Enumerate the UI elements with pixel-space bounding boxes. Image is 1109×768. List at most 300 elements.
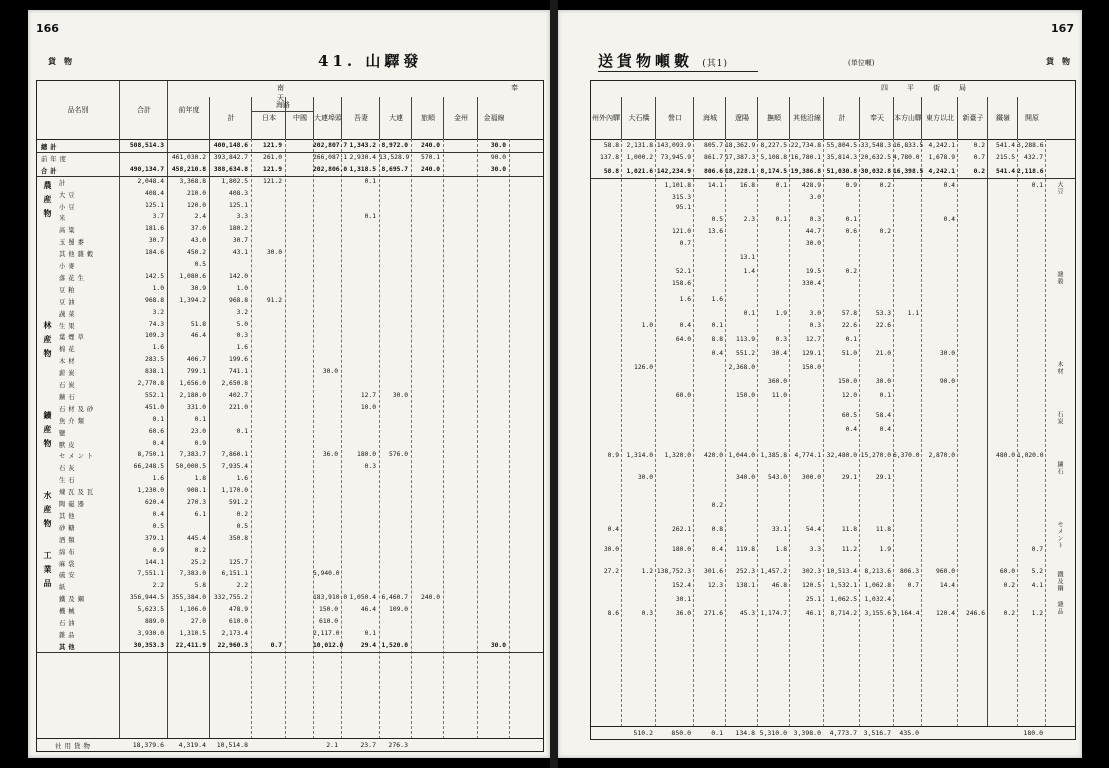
row-label: 石炭	[59, 382, 78, 389]
table-row	[37, 260, 543, 271]
row-value: 1,021.6	[626, 168, 653, 175]
left-category-label: 工業品	[43, 551, 53, 593]
table-row	[37, 605, 543, 616]
left-col-header-9: 旅順	[411, 97, 444, 139]
row-value: 262.1	[672, 526, 691, 533]
right-category-label: 木材	[1056, 361, 1063, 375]
row-value: 46.4	[360, 606, 376, 614]
row-value: 355,384.0	[171, 594, 206, 602]
row-value: 121.2	[263, 177, 282, 185]
table-row	[37, 367, 543, 378]
row-label: 砂糖	[59, 524, 78, 532]
table-row	[37, 236, 543, 247]
row-value: 5.8	[194, 582, 206, 590]
row-value: 142,234.9	[656, 168, 691, 175]
row-label: 合計	[41, 167, 60, 175]
table-row	[37, 427, 543, 438]
row-value: 0.9	[607, 452, 619, 459]
row-label: 石材及砂	[59, 405, 97, 413]
footer-value: 10,514.8	[216, 741, 248, 749]
table-row	[37, 498, 543, 509]
right-col-header-3: 海城	[693, 97, 726, 139]
left-col-header-3: 計	[209, 97, 252, 139]
row-value: 332,755.2	[213, 594, 248, 602]
row-value: 3,288.6	[1017, 142, 1044, 149]
right-category-label: 鐵及鋼	[1056, 571, 1063, 592]
table-row	[37, 546, 543, 557]
row-value: 30.7	[148, 237, 164, 245]
row-value: 60.0	[999, 568, 1015, 575]
right-col-header-12: 鐵嶺	[987, 97, 1018, 139]
row-value: 142.5	[145, 272, 164, 280]
footer-value: 4,773.7	[829, 729, 857, 737]
table-row	[591, 167, 1075, 179]
table-row	[37, 403, 543, 414]
right-category-label: 大豆	[1056, 181, 1063, 195]
row-value: 6,151.1	[221, 570, 248, 578]
row-value: 420.0	[704, 452, 723, 459]
row-label: 生石	[59, 477, 78, 485]
row-label: 米	[59, 215, 69, 223]
left-col-group-label: 海路	[251, 99, 314, 112]
row-value: 360.0	[768, 378, 787, 385]
right-unit: (単位噸)	[848, 59, 875, 67]
row-value: 60.0	[675, 392, 691, 399]
row-value: 30.0	[939, 350, 955, 357]
left-table-footer	[37, 738, 543, 751]
row-value: 181.6	[145, 225, 164, 233]
row-value: 5,623.5	[137, 606, 164, 614]
row-label: 麻袋	[59, 560, 78, 568]
table-row	[591, 295, 1075, 306]
row-value: 799.1	[187, 368, 206, 376]
right-col-header-10: 東方以北	[921, 97, 958, 139]
right-col-header-4: 遼陽	[725, 97, 758, 139]
row-value: 121.9	[263, 142, 282, 149]
row-value: 283.5	[145, 356, 164, 364]
row-value: 543.0	[768, 474, 787, 481]
row-value: 53.3	[875, 310, 891, 317]
row-value: 1,457.2	[760, 568, 787, 575]
table-row	[37, 534, 543, 545]
row-value: 406.7	[187, 356, 206, 364]
row-value: 1,532.1	[830, 582, 857, 589]
row-value: 0.6	[845, 228, 857, 235]
row-value: 8.8	[711, 336, 723, 343]
row-value: 55,804.5	[826, 142, 857, 149]
row-value: 0.7	[907, 582, 919, 589]
row-value: 0.4	[943, 182, 955, 189]
row-value: 137.8	[600, 154, 619, 161]
row-label: 煉瓦及瓦	[59, 489, 97, 497]
row-value: 0.9	[152, 546, 164, 554]
footer-value: 276.3	[388, 741, 408, 749]
row-value: 21.0	[875, 350, 891, 357]
row-value: 27.2	[603, 568, 619, 575]
row-value: 1.4	[743, 268, 755, 275]
left-col-header-0: 品名別	[67, 106, 89, 114]
row-value: 1,520.0	[381, 641, 408, 649]
table-row	[37, 355, 543, 366]
row-value: 388,634.8	[213, 165, 248, 173]
row-label: 鑛石	[59, 393, 78, 401]
row-value: 0.1	[364, 213, 376, 221]
row-value: 0.5	[194, 261, 206, 268]
row-value: 119.8	[736, 546, 755, 553]
right-page-number: 167	[1051, 22, 1074, 35]
row-value: 8.6	[607, 610, 619, 617]
row-value: 13,528.9	[379, 153, 410, 161]
table-row	[591, 153, 1075, 164]
table-row	[591, 253, 1075, 264]
row-value: 215.5	[996, 154, 1015, 161]
footer-value: 2.1	[326, 741, 338, 749]
right-category-label: 雜品	[1056, 601, 1063, 615]
table-row	[37, 510, 543, 521]
row-label: 其他雜穀	[59, 251, 97, 259]
left-title-rest: 山驛發	[365, 52, 423, 70]
row-value: 960.0	[936, 568, 955, 575]
row-value: 23.0	[190, 427, 206, 435]
row-value: 2.2	[236, 582, 248, 590]
footer-value: 4,319.4	[178, 741, 206, 749]
row-value: 0.3	[809, 216, 821, 223]
row-value: 806.6	[704, 168, 723, 175]
left-table-header	[37, 81, 543, 140]
right-table	[590, 80, 1076, 740]
table-row	[37, 308, 543, 319]
row-label: 豆粕	[59, 286, 78, 294]
row-value: 889.0	[145, 618, 164, 625]
row-value: 22,960.3	[217, 641, 248, 649]
row-value: 5,108.8	[760, 154, 787, 161]
footer-value: 23.7	[360, 741, 376, 749]
row-value: 0.4	[711, 546, 723, 553]
table-row	[591, 279, 1075, 290]
right-col-header-7: 計	[823, 97, 860, 139]
row-value: 4,242.1	[928, 142, 955, 149]
row-value: 445.4	[187, 534, 206, 542]
row-value: 121.9	[263, 165, 282, 173]
row-value: 14.1	[707, 182, 723, 189]
right-col-header-6: 其他沿線	[789, 97, 824, 139]
row-value: 741.1	[229, 368, 248, 376]
row-value: 6,460.7	[381, 594, 408, 602]
row-value: 0.1	[775, 182, 787, 189]
row-value: 3,164.4	[893, 610, 920, 617]
row-value: 0.7	[973, 154, 985, 161]
row-value: 19.5	[805, 268, 821, 275]
row-value: 246.6	[966, 610, 985, 617]
row-value: 10.0	[360, 403, 376, 411]
row-value: 2.3	[743, 216, 755, 223]
row-value: 408.4	[145, 189, 164, 197]
row-value: 1.6	[679, 296, 691, 303]
row-value: 4,780.0	[893, 154, 920, 161]
footer-value: 510.2	[633, 729, 653, 737]
row-value: 109.0	[389, 606, 408, 614]
row-value: 0.1	[194, 415, 206, 423]
row-value: 125.7	[229, 558, 248, 566]
row-value: 199.6	[229, 356, 248, 364]
row-value: 0.2	[879, 182, 891, 189]
row-label: 其他	[59, 512, 78, 520]
table-row	[37, 581, 543, 592]
left-col-header-7: 吾妻	[341, 97, 380, 139]
row-value: 3.3	[809, 546, 821, 553]
table-row	[591, 203, 1075, 214]
row-value: 150.0	[802, 364, 821, 371]
row-value: 30.0	[603, 546, 619, 553]
row-value: 221.0	[229, 403, 248, 411]
table-row	[37, 272, 543, 283]
row-value: 126.0	[634, 364, 653, 371]
row-value: 8,174.5	[760, 168, 787, 175]
row-value: 30,353.3	[133, 641, 164, 649]
right-title-suffix: (其1)	[702, 59, 728, 69]
table-row	[37, 153, 543, 164]
row-value: 8,227.5	[760, 142, 787, 149]
row-value: 43.1	[232, 249, 248, 257]
row-value: 252.3	[736, 568, 755, 575]
row-value: 6.1	[194, 510, 206, 518]
row-value: 27.0	[190, 618, 206, 625]
row-label: 雜品	[59, 631, 78, 639]
row-value: 1.6	[236, 344, 248, 352]
right-col-header-1: 大石橋	[621, 97, 656, 139]
row-value: 3.7	[152, 213, 164, 221]
row-value: 0.4	[152, 510, 164, 518]
row-value: 32,480.0	[826, 452, 857, 459]
row-value: 11.2	[841, 546, 857, 553]
row-label: 前年度	[41, 155, 69, 163]
row-value: 1,080.6	[179, 272, 206, 280]
table-row	[37, 343, 543, 354]
table-row	[591, 349, 1075, 360]
row-value: 0.5	[152, 522, 164, 530]
row-value: 120.5	[802, 582, 821, 589]
row-value: 1,044.0	[728, 452, 755, 459]
row-value: 240.0	[421, 142, 440, 149]
row-value: 30.4	[771, 350, 787, 357]
footer-value: 435.0	[899, 729, 919, 737]
table-row	[591, 545, 1075, 556]
row-value: 210.0	[187, 189, 206, 197]
right-title-text: 送貨物噸數	[598, 52, 694, 70]
row-value: 1.0	[152, 284, 164, 292]
row-value: 1,020.0	[1017, 452, 1044, 459]
table-row	[37, 391, 543, 402]
row-value: 261.0	[263, 153, 282, 161]
row-value: 1,343.2	[349, 142, 376, 149]
row-value: 202,806.0	[313, 165, 348, 173]
row-label: 小豆	[59, 203, 78, 211]
row-value: 6,370.0	[893, 452, 920, 459]
row-value: 25.1	[805, 596, 821, 603]
row-value: 1.6	[152, 475, 164, 483]
row-value: 150.0	[736, 392, 755, 399]
table-row	[37, 224, 543, 235]
row-value: 60.5	[841, 412, 857, 419]
row-value: 180.0	[672, 546, 691, 553]
row-value: 152.4	[672, 582, 691, 589]
row-value: 551.2	[736, 350, 755, 357]
table-row	[37, 617, 543, 628]
row-value: 340.0	[736, 474, 755, 481]
row-value: 330.4	[802, 280, 821, 287]
row-value: 58.8	[603, 168, 619, 175]
row-value: 5,940.0	[313, 570, 340, 578]
footer-label: 社用貨物	[55, 742, 93, 750]
table-row	[591, 267, 1075, 278]
left-category-label: 鑛産物	[43, 411, 53, 453]
row-value: 1.6	[711, 296, 723, 303]
footer-value: 180.0	[1023, 729, 1043, 737]
row-value: 2,870.0	[928, 452, 955, 459]
row-value: 30.0	[637, 474, 653, 481]
row-value: 33.1	[771, 526, 787, 533]
row-value: 0.3	[641, 610, 653, 617]
row-value: 121.0	[672, 228, 691, 235]
row-value: 91.2	[266, 296, 282, 304]
row-label: セメント	[59, 453, 97, 461]
right-page	[558, 10, 1082, 758]
row-value: 46.4	[190, 332, 206, 340]
table-row	[37, 320, 543, 331]
left-table	[36, 80, 544, 752]
left-col-header-11: 金福線	[477, 97, 510, 139]
table-row	[591, 227, 1075, 238]
table-row	[37, 212, 543, 223]
row-value: 3,930.0	[137, 629, 164, 637]
row-value: 0.4	[679, 322, 691, 329]
row-value: 16,780.1	[790, 154, 821, 161]
left-running-label: 貨 物	[48, 56, 72, 66]
row-value: 350.8	[229, 534, 248, 542]
row-value: 0.2	[879, 228, 891, 235]
row-value: 1.2	[641, 568, 653, 575]
row-value: 0.2	[973, 142, 985, 149]
row-value: 4.1	[1031, 582, 1043, 589]
row-value: 1,678.9	[928, 154, 955, 161]
row-value: 51.0	[841, 350, 857, 357]
left-col-header-4: 日本	[251, 97, 286, 139]
row-label: 綿布	[59, 548, 78, 556]
row-label: 生果	[59, 322, 78, 330]
row-value: 144.1	[145, 558, 164, 566]
row-value: 58.4	[875, 412, 891, 419]
row-value: 1.8	[194, 475, 206, 483]
table-row	[37, 165, 543, 177]
row-label: 小麥	[59, 263, 78, 270]
row-value: 11.8	[875, 526, 891, 533]
row-value: 458,210.8	[171, 165, 206, 173]
row-value: 0.1	[879, 392, 891, 399]
row-value: 25.2	[190, 558, 206, 566]
table-row	[37, 284, 543, 295]
row-value: 0.1	[1031, 182, 1043, 189]
row-label: 魚介類	[59, 417, 87, 425]
row-label: 機械	[59, 608, 78, 616]
row-value: 30,032.8	[860, 168, 891, 175]
row-value: 271.6	[704, 610, 723, 617]
row-label: 蔬菜	[59, 310, 78, 318]
row-value: 35,814.3	[826, 154, 857, 161]
row-value: 0.1	[711, 322, 723, 329]
row-value: 1,174.7	[760, 610, 787, 617]
row-value: 451.0	[145, 403, 164, 411]
table-row	[37, 593, 543, 604]
table-row	[591, 215, 1075, 226]
row-value: 2,180.0	[179, 391, 206, 399]
row-value: 0.8	[711, 526, 723, 533]
left-title	[318, 50, 422, 71]
row-value: 129.1	[802, 350, 821, 357]
row-value: 0.1	[845, 336, 857, 343]
row-label: 紙	[59, 584, 69, 592]
table-row	[591, 595, 1075, 606]
row-value: 428.9	[802, 182, 821, 189]
right-category-label: 鑛石	[1056, 461, 1063, 475]
row-value: 36.0	[322, 451, 338, 459]
table-row	[37, 201, 543, 212]
row-value: 180.0	[357, 451, 376, 459]
table-row	[591, 377, 1075, 388]
table-row	[37, 629, 543, 640]
row-value: 30.0	[805, 240, 821, 247]
row-label: 棉花	[59, 346, 78, 354]
row-value: 408.3	[229, 189, 248, 197]
row-label: 玉蜀黍	[59, 239, 87, 247]
row-value: 1,385.8	[760, 452, 787, 459]
footer-value: 5,310.0	[759, 729, 787, 737]
row-value: 1.6	[236, 475, 248, 483]
row-value: 11.0	[771, 392, 787, 399]
row-value: 1,106.0	[179, 606, 206, 614]
row-value: 0.1	[152, 415, 164, 423]
row-value: 0.3	[775, 336, 787, 343]
row-value: 0.4	[711, 350, 723, 357]
row-label: 陶磁器	[59, 501, 87, 508]
row-value: 1,050.4	[349, 594, 376, 602]
row-value: 0.2	[236, 510, 248, 518]
row-value: 0.3	[809, 322, 821, 329]
row-value: 50,000.5	[175, 463, 206, 471]
row-label: 鹽	[59, 429, 69, 437]
row-label: 高粱	[59, 227, 78, 235]
row-value: 331.0	[187, 403, 206, 411]
row-value: 393,842.7	[213, 153, 248, 161]
row-value: 12.0	[841, 392, 857, 399]
row-value: 461,030.2	[171, 153, 206, 161]
row-label: 石灰	[59, 465, 78, 473]
row-value: 1,802.5	[221, 177, 248, 185]
row-value: 3.2	[152, 308, 164, 316]
row-value: 620.4	[145, 499, 164, 506]
table-row	[37, 439, 543, 450]
row-value: 541.4	[996, 168, 1015, 175]
row-value: 18,228.1	[725, 168, 756, 175]
table-row	[37, 379, 543, 390]
table-row	[37, 558, 543, 569]
right-col-header-0: 州外內驛	[592, 114, 620, 122]
row-value: 7,551.1	[137, 570, 164, 578]
right-header-banner: 四 平 街 局	[881, 84, 972, 92]
row-value: 7,383.7	[179, 451, 206, 459]
row-value: 4,774.1	[794, 452, 821, 459]
left-col-header-8: 大連	[379, 97, 412, 139]
row-value: 1.2	[1031, 610, 1043, 617]
